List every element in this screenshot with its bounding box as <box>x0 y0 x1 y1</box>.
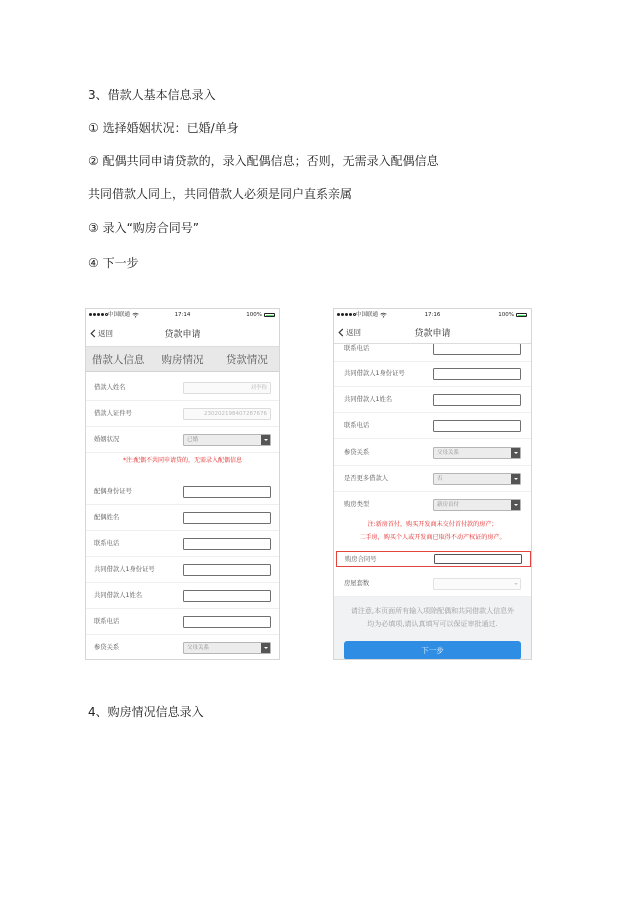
dropdown-arrow-icon <box>511 448 520 458</box>
section-heading-4: 4、购房情况信息录入 <box>88 705 204 719</box>
back-label: 返回 <box>346 327 361 337</box>
carrier-name: 中国联通 <box>108 312 131 318</box>
form-row-relationship <box>86 635 279 660</box>
form-row-spouse-name <box>86 505 279 531</box>
select-value: 否 <box>437 476 443 482</box>
nav-bar <box>334 321 531 344</box>
form-row-coborrower-id <box>86 557 279 583</box>
field-label: 共同借款人1身份证号 <box>344 370 405 377</box>
field-label: 配偶身份证号 <box>94 488 132 495</box>
back-label: 返回 <box>98 329 113 338</box>
battery-icon <box>264 313 275 317</box>
marital-status-select[interactable] <box>183 434 271 446</box>
spouse-name-input[interactable] <box>183 512 271 524</box>
field-label: 联系电话 <box>94 618 120 625</box>
dropdown-arrow-icon <box>261 435 270 445</box>
form-row-more-borrowers <box>334 466 531 492</box>
spouse-id-input[interactable] <box>183 486 271 498</box>
field-label: 房屋套数 <box>344 580 370 587</box>
field-label: 购房类型 <box>344 501 370 508</box>
form-row-coborrower-name <box>334 387 531 413</box>
required-notice-line-1: 请注意,本页面所有输入项除配偶和共同借款人信息外 <box>350 607 515 615</box>
step-4-text: ④ 下一步 <box>88 256 139 270</box>
input-value: 230202198407287676 <box>204 411 267 417</box>
field-label: 共同借款人1姓名 <box>344 396 393 403</box>
phone-screenshot-left <box>85 308 280 660</box>
input-value: 刘李称 <box>250 385 267 391</box>
dropdown-arrow-icon <box>511 474 520 484</box>
battery-percentage: 100% <box>246 312 262 318</box>
battery-icon <box>516 313 527 317</box>
step-1-text: ① 选择婚姻状况：已婚/单身 <box>88 121 239 135</box>
field-label: 共同借款人1姓名 <box>94 592 143 599</box>
battery-percentage: 100% <box>498 312 514 318</box>
field-label: 配偶姓名 <box>94 514 120 521</box>
field-label: 借款人证件号 <box>94 410 132 417</box>
spouse-phone-input[interactable] <box>183 538 271 550</box>
form-row-house-count <box>334 571 531 597</box>
contract-number-row-highlight <box>336 551 531 567</box>
form-row-spouse-phone <box>86 531 279 557</box>
contract-number-input[interactable] <box>434 554 522 564</box>
field-label: 婚姻状况 <box>94 436 120 443</box>
purchase-type-select[interactable] <box>433 499 521 511</box>
form-row-coborrower-name <box>86 583 279 609</box>
select-value: 父母关系 <box>437 450 460 456</box>
tab-loan-info[interactable]: 贷款情况 <box>225 353 268 366</box>
purchase-type-note-2: 二手房，购买个人或开发商已取得不动产权证的房产。 <box>359 534 506 541</box>
field-label: 联系电话 <box>344 345 370 352</box>
more-borrowers-select[interactable] <box>433 473 521 485</box>
field-label: 联系电话 <box>344 422 370 429</box>
coborrower-phone-input[interactable] <box>433 420 521 432</box>
status-bar <box>86 309 279 321</box>
borrower-id-input[interactable] <box>183 408 271 420</box>
phone-input[interactable] <box>433 343 521 355</box>
field-label: 联系电话 <box>94 540 120 547</box>
form-row-borrower-name <box>86 375 279 401</box>
tab-purchase-info[interactable]: 购房情况 <box>161 353 204 366</box>
field-label: 参贷关系 <box>344 449 370 456</box>
coborrower-id-input[interactable] <box>433 368 521 380</box>
step-3-text: ③ 录入“购房合同号” <box>88 221 200 235</box>
relationship-select[interactable] <box>433 447 521 459</box>
dropdown-arrow-icon <box>511 500 520 510</box>
status-time: 17:16 <box>424 312 441 318</box>
required-notice-line-2: 均为必填项,请认真填写可以保证审批通过. <box>367 620 498 628</box>
form-row-coborrower-phone <box>334 413 531 439</box>
form-row-relationship <box>334 440 531 466</box>
nav-bar <box>86 321 279 347</box>
tab-borrower-info[interactable]: 借款人信息 <box>91 353 145 366</box>
spouse-note: *注:配偶不共同申请贷的，无需录入配偶信息 <box>122 457 243 464</box>
form-row-coborrower-phone <box>86 609 279 635</box>
step-2-text: ② 配偶共同申请贷款的，录入配偶信息；否则，无需录入配偶信息 <box>88 154 439 168</box>
field-label: 参贷关系 <box>94 644 120 651</box>
form-row-spouse-id <box>86 479 279 505</box>
field-label: 共同借款人1身份证号 <box>94 566 155 573</box>
form-row-coborrower-id <box>334 361 531 387</box>
form-row-marital-status <box>86 427 279 453</box>
select-value: 已婚 <box>187 437 199 443</box>
coborrower-name-input[interactable] <box>433 394 521 406</box>
field-label: 是否更多借款人 <box>344 475 389 482</box>
select-value: 新房首付 <box>437 502 460 508</box>
tab-bar <box>86 347 279 372</box>
page-title: 贷款申请 <box>414 328 451 339</box>
dropdown-arrow-icon <box>261 643 270 653</box>
form-row-purchase-type <box>334 492 531 518</box>
field-label: 借款人姓名 <box>94 384 126 391</box>
borrower-name-input[interactable] <box>183 382 271 394</box>
form-row-borrower-id <box>86 401 279 427</box>
section-heading-3: 3、借款人基本信息录入 <box>88 88 216 102</box>
coborrower-phone-input[interactable] <box>183 616 271 628</box>
field-label: 购房合同号 <box>345 555 377 563</box>
select-value: 父母关系 <box>187 645 210 651</box>
coborrower-name-input[interactable] <box>183 590 271 602</box>
house-count-select[interactable] <box>433 578 521 590</box>
carrier-name: 中国联通 <box>356 312 379 318</box>
phone-screenshot-right <box>333 308 532 660</box>
step-2-extra-text: 共同借款人同上，共同借款人必须是同户直系亲属 <box>88 187 353 201</box>
coborrower-id-input[interactable] <box>183 564 271 576</box>
page-title: 贷款申请 <box>164 330 201 340</box>
status-bar <box>334 309 531 321</box>
purchase-type-note-1: 注:新房首付，购买开发商未交付首付款的房产； <box>367 521 498 528</box>
next-button[interactable]: 下一步 <box>344 641 521 660</box>
status-time: 17:14 <box>174 312 191 318</box>
dropdown-arrow-icon <box>514 582 518 586</box>
relationship-select[interactable] <box>183 642 271 654</box>
